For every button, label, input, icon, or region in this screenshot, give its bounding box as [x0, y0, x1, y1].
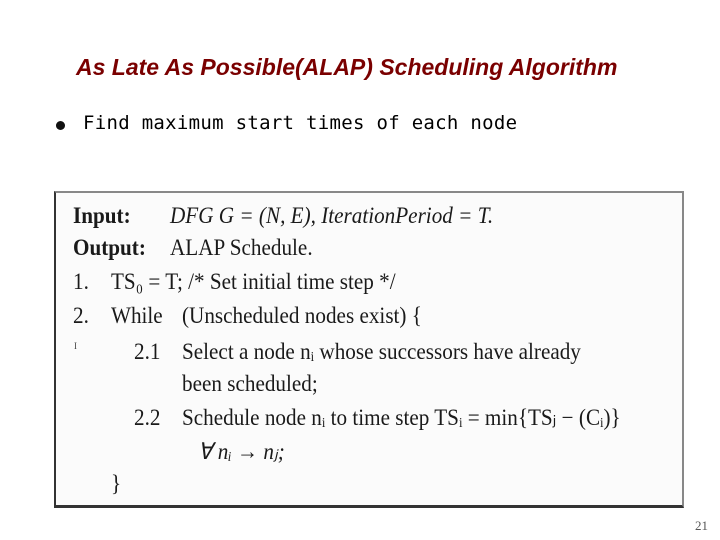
output-text: ALAP Schedule. [170, 235, 313, 260]
input-label: Input: [73, 203, 131, 228]
bullet-text: Find maximum start times of each node [83, 112, 518, 134]
step-2-text: (Unscheduled nodes exist) { [182, 303, 422, 328]
step-2-number: 2. [73, 303, 89, 328]
scan-speck: I [74, 341, 77, 351]
slide-title: As Late As Possible(ALAP) Scheduling Algorithm [76, 54, 618, 80]
step-1-text: TS₀ = T; /* Set initial time step */ [111, 269, 396, 294]
page-number: 21 [695, 518, 708, 533]
step-2-1-text: Select a node nᵢ whose successors have already [182, 339, 581, 364]
algorithm-image [54, 191, 684, 508]
step-2-1-continuation: been scheduled; [182, 371, 318, 396]
bullet-dot-icon [56, 121, 65, 130]
step-2-1-number: 2.1 [134, 339, 161, 364]
step-2-keyword: While [111, 303, 163, 328]
step-2-2-number: 2.2 [134, 405, 161, 430]
step-2-2-continuation: ∀ nᵢ → nⱼ; [198, 439, 285, 464]
step-2-2-text: Schedule node nᵢ to time step TSᵢ = min{TSⱼ − (Cᵢ)} [182, 405, 621, 430]
bullet-item [56, 112, 517, 134]
input-text: DFG G = (N, E), IterationPeriod = T. [170, 203, 494, 228]
step-1-number: 1. [73, 269, 89, 294]
closing-brace: } [111, 471, 122, 496]
output-label: Output: [73, 235, 146, 260]
